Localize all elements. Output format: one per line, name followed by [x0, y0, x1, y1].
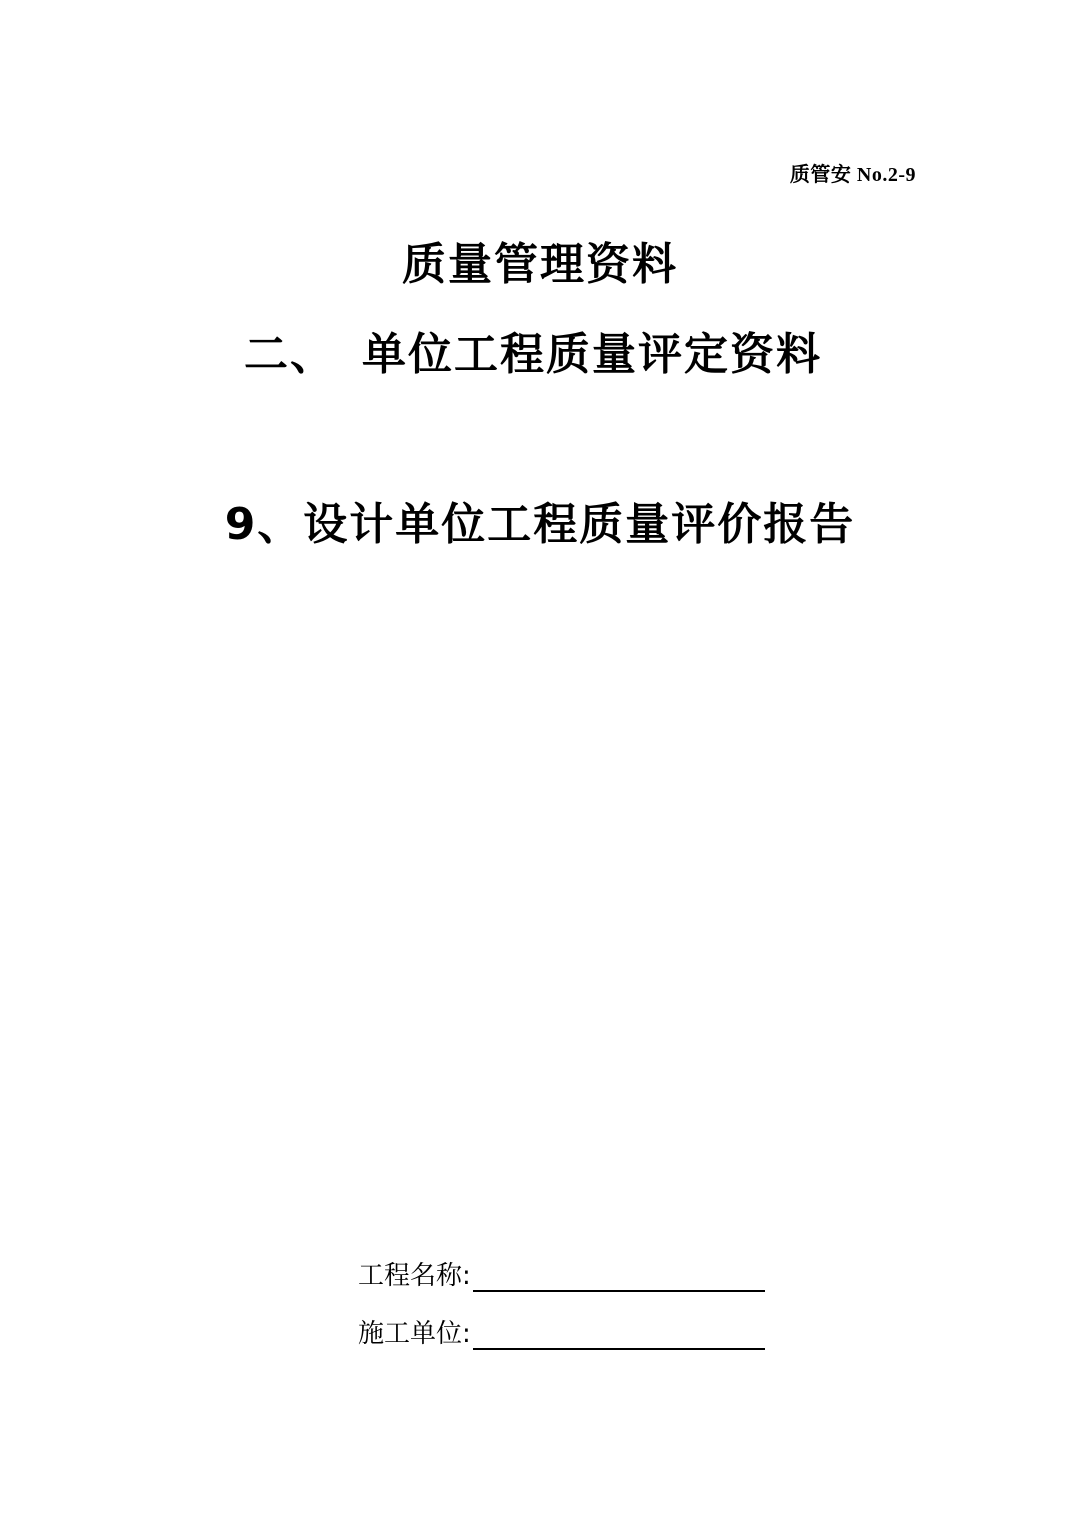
report-title: 9、设计单位工程质量评价报告 — [224, 499, 856, 550]
construction-unit-label: 施工单位: — [358, 1319, 471, 1349]
document-code: 质管安 No.2-9 — [789, 164, 916, 186]
project-name-label: 工程名称: — [358, 1261, 471, 1291]
section-title: 单位工程质量评定资料 — [362, 329, 822, 380]
project-name-blank[interactable] — [473, 1260, 765, 1292]
construction-unit-field — [358, 1313, 765, 1350]
section-number: 二、 — [244, 329, 336, 380]
main-title: 质量管理资料 — [402, 239, 678, 290]
project-name-field — [358, 1255, 765, 1292]
construction-unit-blank[interactable] — [473, 1318, 765, 1350]
section-heading — [244, 318, 822, 382]
